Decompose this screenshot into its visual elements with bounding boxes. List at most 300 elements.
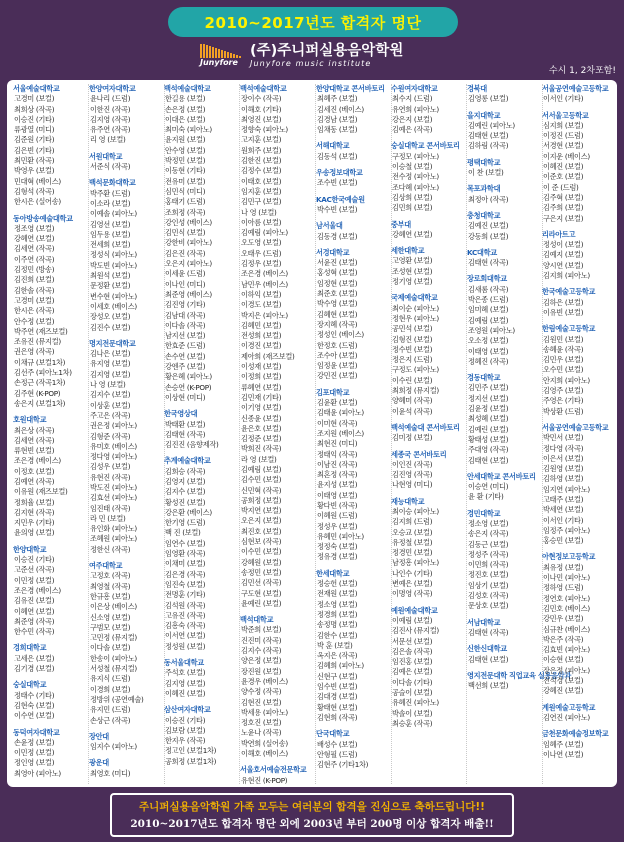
admission-list-board: [7, 80, 617, 787]
student-entry: 김영지 (보컬): [165, 476, 206, 486]
school-name: 동덕여자대학교: [13, 727, 60, 737]
student-entry: 김주혁 (보컬): [543, 192, 584, 202]
footer-summary: 2010~2017년도 합격자 명단 외에 2003년 부터 200명 이상 합격자 배출!!: [130, 818, 494, 830]
student-entry: 김대경 (보컬): [317, 692, 358, 702]
student-entry: 한시은 (실어송): [14, 197, 61, 207]
school-name: 서남대학교: [467, 617, 501, 627]
student-entry: 김예림 (피아노): [241, 228, 288, 238]
student-entry: 최혜주 (보컬): [317, 94, 358, 104]
student-entry: 강혜진 (보컬): [543, 686, 584, 696]
student-entry: 홍성혁 (보컬): [317, 268, 358, 278]
student-entry: 안형필 (드럼): [317, 749, 358, 759]
student-entry: 홍태기 (드럼): [165, 197, 206, 207]
student-entry: 송은지 (보컬1차): [14, 398, 66, 408]
school-name: 영지전문대학 직업교육 실용음악과: [467, 670, 572, 680]
school-block: [542, 111, 618, 224]
student-entry: 박상환 (드럼): [543, 406, 584, 416]
student-entry: 김예지 (보컬): [543, 250, 584, 260]
student-entry: 김예은 (작곡): [392, 125, 433, 135]
school-name: 동아방송예술대학교: [13, 213, 73, 223]
student-entry: 한길용 (보컬): [165, 94, 206, 104]
student-entry: 임정윤 (보컬): [317, 361, 358, 371]
student-entry: 이혜진 (보컬): [543, 162, 584, 172]
school-name: 리라아트고: [542, 229, 576, 239]
school-name: 세종국 콘서바토리: [391, 449, 447, 459]
student-entry: 정지선 (보컬): [468, 393, 509, 403]
student-entry: 이승진 (기타): [14, 555, 55, 565]
student-entry: 정경민 (보컬): [392, 548, 433, 558]
student-entry: 박도빈 (피아노): [90, 260, 137, 270]
school-name: 여주대학교: [89, 561, 123, 571]
school-name: 광운대: [89, 758, 109, 768]
student-entry: 이예림 (보컬): [392, 615, 433, 625]
student-entry: 김태윤 (피아노): [317, 408, 364, 418]
school-name: 김포대학교: [316, 387, 350, 397]
student-entry: 임채동 (보컬): [317, 125, 358, 135]
student-entry: 임진태 (작곡): [90, 503, 131, 513]
school-block: [13, 643, 88, 674]
school-name: 명지전문대학교: [89, 338, 136, 348]
student-entry: 황다빈 (작곡): [317, 500, 358, 510]
school-name: KAC한국예술원: [316, 194, 365, 204]
student-entry: 안수영 (보컬): [165, 145, 206, 155]
student-entry: 박수영 (보컬): [317, 299, 358, 309]
student-entry: 공희정 (보컬1차): [165, 756, 217, 766]
student-entry: 김민주 (보컬): [468, 383, 509, 393]
student-entry: 김나은 (보컬): [90, 349, 131, 359]
school-block: [391, 141, 466, 213]
school-name: 수원여자대학교: [391, 84, 438, 93]
student-entry: 정성원 (보컬): [165, 641, 206, 651]
student-entry: 최준호 (보컬): [317, 289, 358, 299]
student-entry: 양시연 (보컬): [543, 260, 584, 270]
student-entry: 류현빈 (보컬): [14, 446, 55, 456]
student-entry: 이혜원 (드럼): [317, 511, 358, 521]
school-column: [240, 84, 316, 784]
student-entry: 김민호 (베이스): [543, 603, 590, 613]
school-name: 중부대: [391, 219, 411, 229]
student-entry: 이은상 (베이스): [90, 602, 137, 612]
school-block: [467, 472, 542, 503]
school-block: [467, 618, 542, 639]
student-entry: 서문선 (보컬): [392, 636, 433, 646]
school-name: 백석대학교: [240, 615, 274, 625]
student-entry: 정호진 (보컬): [241, 718, 282, 728]
student-entry: 김지희 (피아노): [543, 271, 590, 281]
student-entry: 김희승 (작곡): [165, 466, 206, 476]
student-entry: 이유빈 (보컬): [543, 307, 584, 317]
student-entry: 윤의영 (보컬): [14, 528, 55, 538]
student-entry: 김현숙 (보컬): [14, 700, 55, 710]
student-entry: 유정철 (보컬): [392, 537, 433, 547]
student-entry: 조영원 (피아노): [468, 325, 515, 335]
student-entry: 이태영 (보컬): [468, 346, 509, 356]
student-entry: 손은정 (보컬): [165, 104, 206, 114]
student-entry: 박연희 (실어송): [241, 738, 288, 748]
student-entry: 홍승민 (보컬): [543, 536, 584, 546]
school-block: [391, 497, 466, 600]
student-entry: 양은정 (보컬): [241, 656, 282, 666]
school-block: [89, 561, 164, 726]
student-entry: 최정아 (작곡): [468, 194, 509, 204]
student-entry: 이승연 (미디): [468, 482, 509, 492]
student-entry: 문상호 (보컬): [468, 601, 509, 611]
student-entry: 김혜민 (보컬): [241, 320, 282, 330]
student-entry: 이나민 (피아노): [543, 573, 590, 583]
student-entry: 박세연 (보컬): [543, 505, 584, 515]
school-block: [467, 211, 542, 242]
student-entry: 한송이 (피아노): [90, 653, 137, 663]
student-entry: 라 영 (보컬): [241, 454, 277, 464]
student-entry: 이태영 (보컬): [317, 490, 358, 500]
student-entry: 박영우 (보컬): [14, 166, 55, 176]
student-entry: 임미혜 (보컬): [468, 305, 509, 315]
student-entry: 최현진 (미디): [317, 439, 358, 449]
student-entry: 정태수 (기타): [14, 690, 55, 700]
school-name: 한양여자대학교: [89, 84, 136, 93]
school-column: [391, 84, 467, 784]
school-column: [542, 84, 618, 784]
school-name: 계원예술고등학교: [542, 702, 596, 712]
school-block: [240, 84, 315, 609]
school-name: 우송정보대학교: [316, 168, 363, 178]
student-entry: 최준영 (작곡): [14, 616, 55, 626]
student-entry: 전재원 (보컬): [317, 589, 358, 599]
student-entry: 이수민 (보컬): [241, 547, 282, 557]
student-entry: 김현진 (보컬): [241, 697, 282, 707]
student-entry: 이상훈 (보컬): [90, 400, 131, 410]
student-entry: 박세용 (피아노): [241, 707, 288, 717]
school-block: [467, 84, 542, 105]
student-entry: 김유진 (보컬): [14, 596, 55, 606]
student-entry: 고유진 (작곡): [165, 610, 206, 620]
student-entry: 황성진 (보컬): [165, 497, 206, 507]
student-entry: 류혜연 (보컬): [241, 382, 282, 392]
school-block: [89, 758, 164, 779]
student-entry: 이한진 (작곡): [90, 104, 131, 114]
student-entry: 이혜연 (보컬): [14, 606, 55, 616]
school-block: [391, 293, 466, 417]
student-entry: 김보람 (보컬): [165, 725, 206, 735]
student-entry: 임두용 (보컬): [90, 229, 131, 239]
student-entry: 임수빈 (보컬): [317, 682, 358, 692]
school-block: [391, 606, 466, 730]
student-entry: 문정환 (보컬): [90, 281, 131, 291]
school-block: [164, 658, 239, 699]
student-entry: 김원영 (보컬): [543, 464, 584, 474]
student-entry: 김현희 (작곡): [317, 712, 358, 722]
student-entry: 전명훈 (기타): [165, 590, 206, 600]
student-entry: 정기영 (보컬): [392, 277, 433, 287]
student-entry: 조지원 (베이스): [317, 428, 364, 438]
student-entry: 백선희 (보컬): [468, 681, 509, 691]
school-name: 한세대학교: [316, 568, 350, 578]
school-block: [467, 158, 542, 179]
student-entry: 정하영 (드럼): [543, 583, 584, 593]
student-entry: 김지영 (보컬): [165, 678, 206, 688]
school-block: [542, 324, 618, 417]
student-entry: 정다영 (피아노): [90, 452, 137, 462]
student-entry: 정성인 (베이스): [317, 330, 364, 340]
student-entry: 임상기 (보컬): [468, 580, 509, 590]
student-entry: 강동희 (보컬): [468, 231, 509, 241]
school-name: 충청대학교: [467, 210, 501, 220]
student-entry: 이혜진 (보컬): [165, 688, 206, 698]
student-entry: 윤은호 (보컬): [241, 423, 282, 433]
student-entry: 주고은 (작곡): [90, 410, 131, 420]
student-entry: 이태호 (보컬): [241, 176, 282, 186]
student-entry: 유혜민 (피아노): [317, 531, 364, 541]
school-block: [316, 248, 391, 382]
school-block: [89, 84, 164, 146]
student-entry: 나인수 (기타): [392, 568, 433, 578]
student-entry: 이채미 (보컬): [165, 559, 206, 569]
school-block: [542, 423, 618, 547]
student-entry: 정유경 (보컬): [317, 552, 358, 562]
school-name: 남서울대: [316, 221, 343, 231]
student-entry: 강혜원 (보컬): [241, 557, 282, 567]
student-entry: 김진수 (보컬): [90, 322, 131, 332]
student-entry: 조성현 (보컬): [392, 266, 433, 276]
student-entry: 전수정 (피아노): [392, 172, 439, 182]
student-entry: 서경현 (보컬): [543, 141, 584, 151]
student-entry: 구정모 (피아노): [392, 151, 439, 161]
student-entry: 고태주 (보컬): [543, 494, 584, 504]
student-entry: 정경희 (보컬): [317, 609, 358, 619]
student-entry: 강인성 (베이스): [165, 217, 212, 227]
school-name: 서울예술대학교: [13, 84, 60, 93]
student-entry: 김동석 (보컬): [317, 151, 358, 161]
student-entry: 서윤진 (보컬): [317, 258, 358, 268]
student-entry: 오도영 (보컬): [241, 238, 282, 248]
school-name: 국제예술대학교: [391, 293, 438, 303]
student-entry: 고경미 (보컬): [14, 94, 55, 104]
student-entry: 김한진 (보컬): [241, 156, 282, 166]
student-entry: 정성식 (피아노): [90, 250, 137, 260]
student-entry: 손승연 (K-POP): [165, 382, 212, 392]
student-entry: 이유원 (재즈보컬): [14, 487, 68, 497]
student-entry: 이지운 (베이스): [543, 151, 590, 161]
student-entry: 최성혜 (보컬): [468, 414, 509, 424]
student-entry: 서성철 (뮤지컬): [90, 664, 137, 674]
student-entry: 임지연 (피아노): [543, 484, 590, 494]
student-entry: 윤 환 (기타): [468, 492, 504, 502]
student-entry: 원희주 (보컬): [241, 145, 282, 155]
student-entry: 임연수 (보컬): [165, 538, 206, 548]
student-entry: 김하림 (작곡): [468, 141, 509, 151]
student-entry: 김기경 (보컬): [14, 664, 55, 674]
student-entry: 손윤정 (보컬): [14, 737, 55, 747]
student-entry: 이민희 (작곡): [468, 560, 509, 570]
student-entry: 정희율 (보컬): [14, 497, 55, 507]
student-entry: 리 영 (보컬): [90, 135, 126, 145]
student-entry: 전세희 (보컬): [90, 240, 131, 250]
student-entry: 김진사 (뮤지컬): [392, 626, 439, 636]
student-entry: 남정흥 (피아노): [392, 558, 439, 568]
student-entry: 김민재 (기타): [241, 392, 282, 402]
student-entry: 정수빈 (보컬): [392, 344, 433, 354]
student-entry: 이세윤 (드럼): [165, 269, 206, 279]
student-entry: 노윤나 (작곡): [241, 728, 282, 738]
student-entry: 정인영 (보컬): [14, 758, 55, 768]
student-entry: 최승훈 (작곡): [392, 718, 433, 728]
school-name: 목포과학대: [467, 184, 501, 194]
student-entry: 이정호 (보컬): [14, 466, 55, 476]
student-entry: 송은지 (작곡): [468, 529, 509, 539]
student-entry: 김민선 (작곡): [241, 578, 282, 588]
student-entry: 김한수 (보컬): [317, 630, 358, 640]
student-entry: 구은지 (보컬): [543, 213, 584, 223]
student-entry: 김진영 (작곡): [392, 470, 433, 480]
school-block: [13, 415, 88, 539]
student-entry: 유연희 (피아노): [392, 104, 439, 114]
student-entry: 박수빈 (보컬): [317, 204, 358, 214]
student-entry: 김예린 (피아노): [468, 120, 515, 130]
school-name: 장안대: [89, 731, 109, 741]
school-name: 숭실대학교: [13, 680, 47, 690]
student-entry: 김정준 (보컬): [241, 434, 282, 444]
school-block: [542, 552, 618, 696]
student-entry: 임지수 (피아노): [90, 742, 137, 752]
student-entry: 한지우 (작곡): [165, 736, 206, 746]
student-entry: 조은경 (베이스): [241, 269, 288, 279]
student-entry: 고경미 (보컬): [14, 295, 55, 305]
school-block: [316, 221, 391, 242]
school-name: 서울공연예술고등학교: [542, 422, 609, 432]
school-name: 경동대학교: [467, 373, 501, 383]
school-block: [467, 111, 542, 152]
student-entry: 정혜진 (작곡): [468, 356, 509, 366]
school-name: 서경대학교: [316, 247, 350, 257]
student-entry: 이정희 (보컬): [241, 372, 282, 382]
student-entry: 박정민 (보컬): [165, 156, 206, 166]
student-entry: 정은지 (드럼): [392, 355, 433, 365]
student-entry: 이나연 (보컬): [543, 749, 584, 759]
student-entry: 박지연 (보컬): [241, 506, 282, 516]
student-entry: 김윤환 (보컬): [317, 398, 358, 408]
school-name: 신한신대학교: [467, 644, 507, 654]
student-entry: 박준희 (보컬): [241, 625, 282, 635]
school-name: 숭실대학교 콘서바토리: [391, 141, 460, 151]
school-block: [13, 84, 88, 208]
school-block: [542, 287, 618, 318]
student-entry: 박은종 (드럼): [468, 295, 509, 305]
school-name: 백석문화대학교: [89, 178, 136, 188]
student-entry: 김태현 (보컬): [468, 131, 509, 141]
student-entry: 김미정 (보컬): [392, 433, 433, 443]
student-entry: 권은정 (피아노): [90, 421, 137, 431]
student-entry: 정진호 (보컬): [468, 570, 509, 580]
school-name: 평택대학교: [467, 157, 501, 167]
student-entry: 박은주 (작곡): [543, 634, 584, 644]
school-block: [89, 178, 164, 332]
student-entry: 김영주 (보컬): [543, 386, 584, 396]
student-entry: 이민정 (보컬): [14, 748, 55, 758]
student-entry: 이수린 (보컬): [392, 375, 433, 385]
school-column: [13, 84, 89, 784]
student-entry: 이성재 (보컬): [241, 362, 282, 372]
student-entry: 남지선 (보컬): [165, 331, 206, 341]
student-entry: 박지은 (피아노): [241, 310, 288, 320]
student-entry: 김예림 (보컬): [241, 464, 282, 474]
student-entry: 정고인 (보컬1차): [165, 746, 217, 756]
school-name: 금천문화예술정보학교: [542, 729, 609, 739]
school-block: [240, 615, 315, 759]
footer-congrats: 주니퍼실용음악학원 가족 모두는 여러분의 합격을 진심으로 축하드립니다!!: [139, 801, 485, 813]
student-entry: 김효빈 (피아노): [543, 645, 590, 655]
student-entry: 정승헌 (보컬): [317, 579, 358, 589]
school-block: [164, 705, 239, 767]
rolling-admission-note: 수시 1, 2차포함!: [548, 66, 616, 76]
student-entry: 고준선 (작곡): [14, 565, 55, 575]
student-entry: 김예린 (보컬): [468, 424, 509, 434]
school-name: 서서울고등학교: [542, 110, 589, 120]
student-entry: 김하영 (보컬): [543, 474, 584, 484]
student-entry: 임혜주 (보컬): [543, 739, 584, 749]
student-entry: 한정호 (드럼): [317, 340, 358, 350]
student-entry: 최진호 (보컬): [241, 526, 282, 536]
student-entry: 김상희 (보컬): [392, 192, 433, 202]
student-entry: 최유정 (보컬): [543, 562, 584, 572]
school-name: 안세대학교 콘서바토리: [467, 471, 536, 481]
school-block: [240, 765, 315, 786]
school-name: 한림예술고등학교: [542, 324, 596, 334]
student-entry: 김민희 (보컬): [392, 203, 433, 213]
student-entry: 이승현 (보컬): [543, 655, 584, 665]
school-block: [542, 230, 618, 281]
student-entry: 이다솔 (작곡): [165, 320, 206, 330]
student-entry: 김지희 (드럼): [392, 517, 433, 527]
student-entry: 주대영 (작곡): [468, 445, 509, 455]
student-entry: 이다솔 (보컬): [90, 643, 131, 653]
student-entry: 진진미 (작곡): [241, 635, 282, 645]
student-entry: 지민우 (기타): [14, 518, 55, 528]
student-entry: 김연진 (피아노): [543, 712, 590, 722]
school-block: [391, 84, 466, 135]
student-entry: 최희정 (뮤지컬): [392, 386, 439, 396]
student-entry: 박태환 (보컬): [165, 419, 206, 429]
student-entry: 조다혜 (피아노): [392, 182, 439, 192]
student-entry: 정성우 (보컬): [317, 521, 358, 531]
student-entry: 김진희 (보컬): [14, 275, 55, 285]
school-block: [316, 195, 391, 216]
school-name: 동서울대학교: [164, 658, 204, 668]
student-entry: 류광열 (미디): [14, 125, 55, 135]
student-entry: 김예진 (보컬): [468, 221, 509, 231]
student-entry: 박주연 (재즈보컬): [14, 326, 68, 336]
student-entry: 정방위 (공연예술): [90, 694, 144, 704]
student-entry: 이서인 (기타): [543, 94, 584, 104]
student-entry: 김준원 (기타): [14, 135, 55, 145]
student-entry: 박희진 (작곡): [241, 444, 282, 454]
student-entry: 손수연 (보컬): [165, 351, 206, 361]
student-entry: 조수빈 (보컬): [317, 178, 358, 188]
school-block: [467, 644, 542, 665]
student-entry: 공슬이 (보컬): [392, 688, 433, 698]
student-entry: 강민우 (보컬): [543, 614, 584, 624]
student-entry: 강혜연 (보컬): [392, 229, 433, 239]
school-block: [391, 246, 466, 287]
student-entry: 이아름 (보컬): [241, 217, 282, 227]
student-entry: 최미숙 (피아노): [165, 125, 212, 135]
student-entry: 김흥숙 (작곡): [165, 621, 206, 631]
student-entry: 정현우 (피아노): [392, 313, 439, 323]
student-entry: 송정명 (보컬): [317, 620, 358, 630]
school-name: KC대학교: [467, 247, 497, 257]
student-entry: 옥지은 (작곡): [317, 651, 358, 661]
student-entry: 임영환 (작곡): [165, 549, 206, 559]
student-entry: 이 준 (드럼): [543, 182, 579, 192]
